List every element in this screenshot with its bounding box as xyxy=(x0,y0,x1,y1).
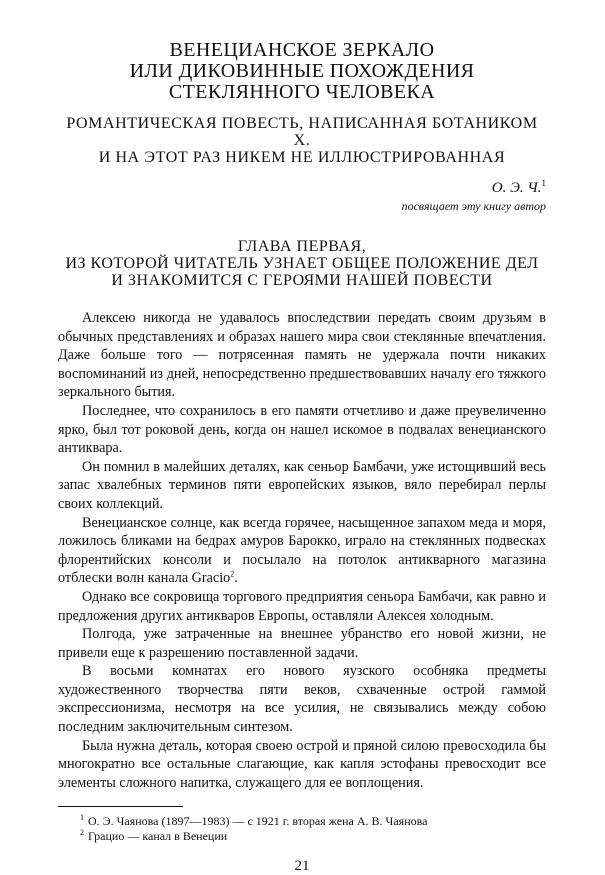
paragraph: Полгода, уже затраченные на внешнее убранство его новой жизни, не привели еще к разрешению поставленной задачи. xyxy=(58,626,546,661)
title-line: ВЕНЕЦИАНСКОЕ ЗЕРКАЛО xyxy=(169,39,435,61)
paragraph: Последнее, что сохранилось в его памяти отчетливо и даже преувеличенно ярко, был тот роковой день, когда он нашел искомое в подвалах венецианского антиквара. xyxy=(58,402,546,457)
paragraph xyxy=(58,514,546,588)
body-text xyxy=(58,309,546,792)
book-page xyxy=(58,40,546,875)
footnote xyxy=(80,814,546,829)
paragraph-text-end: . xyxy=(234,570,238,587)
footnotes xyxy=(58,814,546,844)
title-line: СТЕКЛЯННОГО ЧЕЛОВЕКА xyxy=(168,81,436,103)
footnote-mark: 2 xyxy=(80,828,84,838)
chapter-line: ГЛАВА ПЕРВАЯ, xyxy=(237,238,367,255)
footnote-divider xyxy=(58,806,183,807)
chapter-line: И ЗНАКОМИТСЯ С ГЕРОЯМИ НАШЕЙ ПОВЕСТИ xyxy=(111,272,493,289)
page-number: 21 xyxy=(294,858,310,875)
paragraph: Он помнил в малейших деталях, как сеньор Бамбачи, уже истощивший весь запас хвалебных терминов пяти европейских языков, вяло перебирал перлы своих коллекций. xyxy=(58,458,546,512)
chapter-heading xyxy=(58,238,546,289)
subtitle-line: РОМАНТИЧЕСКАЯ ПОВЕСТЬ, НАПИСАННАЯ БОТАНИКОМ Х. xyxy=(66,115,538,149)
dedication: посвящает эту книгу автор xyxy=(401,199,546,213)
title-line: ИЛИ ДИКОВИННЫЕ ПОХОЖДЕНИЯ xyxy=(129,60,475,82)
paragraph-text: Венецианское солнце, как всегда горячее, насыщенное запахом меда и моря, ложилось бликами на бедрах амуров Барокко, играло на стеклянных подвесках флорентийских консоли и посылало на потолок антикварного магазина отблески волн канала Gracio xyxy=(58,514,546,587)
footnote-text: О. Э. Чаянова (1897—1983) — с 1921 г. вторая жена А. В. Чаянова xyxy=(88,814,428,829)
subtitle-line: И НА ЭТОТ РАЗ НИКЕМ НЕ ИЛЛЮСТРИРОВАННАЯ xyxy=(98,149,506,166)
initials-text: О. Э. Ч. xyxy=(491,180,542,196)
footnote xyxy=(80,829,546,844)
footnote-ref: 2 xyxy=(230,569,235,579)
footnote-ref: 1 xyxy=(541,178,546,188)
author-initials xyxy=(58,180,546,197)
chapter-line: ИЗ КОТОРОЙ ЧИТАТЕЛЬ УЗНАЕТ ОБЩЕЕ ПОЛОЖЕНИЕ ДЕЛ xyxy=(65,255,539,272)
footnote-mark: 1 xyxy=(80,813,84,823)
story-title xyxy=(58,40,546,103)
paragraph: Алексею никогда не удавалось впоследствии передать своим друзьям в обычных представлениях и образах нашего мира свои стеклянные впечатления. Даже больше того — потрясенная память не удержала почти никаких воспоминаний из дней, непосредственно предшествовавших началу его тяжкого зеркального бытия. xyxy=(58,310,546,401)
paragraph: Однако все сокровища торгового предприятия сеньора Бамбачи, как равно и предложения других антикваров Европы, оставляли Алексея холодным. xyxy=(58,588,546,624)
story-subtitle xyxy=(58,115,546,166)
paragraph: В восьми комнатах его нового яузского особняка предметы художественного творчества пяти веков, схваченные острой гаммой экспрессионизма, несмотря на все усилия, не связывались между собою последним заключительным синтезом. xyxy=(58,663,546,736)
paragraph: Была нужна деталь, которая своею острой и пряной силою превосходила бы многократно все остальные слагающие, как капля эстофаны превосходит все элементы сложного напитка, служащего для ее воплощения. xyxy=(58,737,546,791)
footnote-text: Грацио — канал в Венеции xyxy=(88,829,228,844)
